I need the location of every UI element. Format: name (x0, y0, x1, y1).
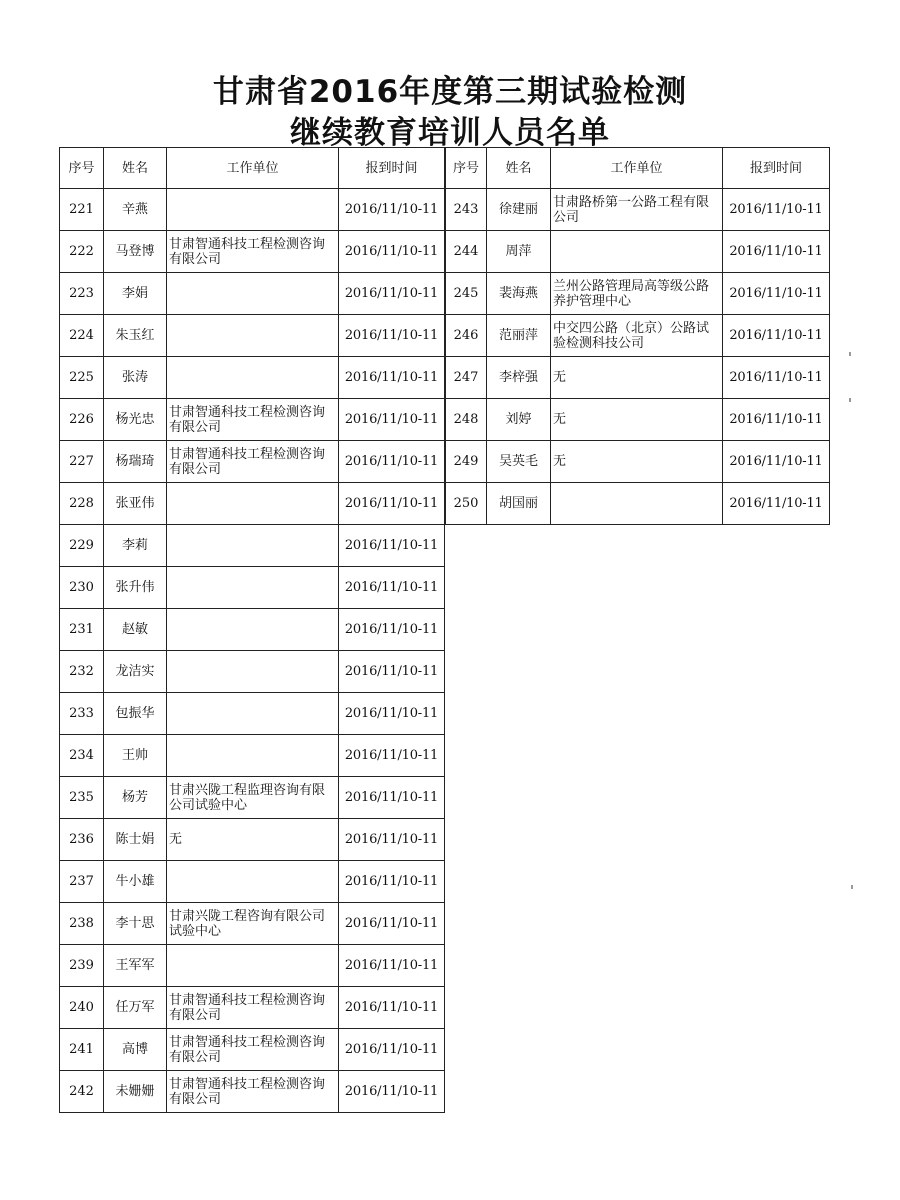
date-cell: 2016/11/10-11 (339, 567, 445, 609)
name-cell: 王帅 (104, 735, 167, 777)
table-row (446, 357, 830, 399)
seq-cell: 223 (60, 273, 104, 315)
unit-cell (167, 651, 339, 693)
header-unit: 工作单位 (167, 148, 339, 189)
table-row (60, 735, 445, 777)
name-cell: 杨芳 (104, 777, 167, 819)
table-row (446, 189, 830, 231)
header-date: 报到时间 (339, 148, 445, 189)
unit-cell: 无 (551, 357, 723, 399)
seq-cell: 242 (60, 1071, 104, 1113)
seq-cell: 225 (60, 357, 104, 399)
unit-cell (167, 735, 339, 777)
unit-cell (167, 315, 339, 357)
unit-cell (167, 861, 339, 903)
table-row (60, 567, 445, 609)
unit-cell: 甘肃兴陇工程监理咨询有限公司试验中心 (167, 777, 339, 819)
unit-cell (167, 525, 339, 567)
seq-cell: 222 (60, 231, 104, 273)
seq-cell: 240 (60, 987, 104, 1029)
unit-cell: 兰州公路管理局高等级公路养护管理中心 (551, 273, 723, 315)
date-cell: 2016/11/10-11 (339, 273, 445, 315)
name-cell: 陈士娟 (104, 819, 167, 861)
seq-cell: 232 (60, 651, 104, 693)
table-row (446, 315, 830, 357)
unit-cell: 甘肃智通科技工程检测咨询有限公司 (167, 1029, 339, 1071)
name-cell: 张亚伟 (104, 483, 167, 525)
unit-cell (167, 693, 339, 735)
header-name: 姓名 (104, 148, 167, 189)
date-cell: 2016/11/10-11 (339, 735, 445, 777)
table-header-row (60, 148, 445, 189)
unit-cell (167, 189, 339, 231)
unit-cell: 甘肃智通科技工程检测咨询有限公司 (167, 399, 339, 441)
name-cell: 裴海燕 (487, 273, 551, 315)
seq-cell: 236 (60, 819, 104, 861)
unit-cell (167, 567, 339, 609)
name-cell: 李莉 (104, 525, 167, 567)
seq-cell: 235 (60, 777, 104, 819)
seq-cell: 249 (446, 441, 487, 483)
name-cell: 任万军 (104, 987, 167, 1029)
name-cell: 吴英毛 (487, 441, 551, 483)
date-cell: 2016/11/10-11 (723, 399, 830, 441)
table-row (60, 357, 445, 399)
table-row (60, 315, 445, 357)
header-unit: 工作单位 (551, 148, 723, 189)
seq-cell: 224 (60, 315, 104, 357)
header-seq: 序号 (60, 148, 104, 189)
seq-cell: 245 (446, 273, 487, 315)
table-row (446, 399, 830, 441)
table-row (446, 483, 830, 525)
name-cell: 朱玉红 (104, 315, 167, 357)
date-cell: 2016/11/10-11 (723, 483, 830, 525)
seq-cell: 239 (60, 945, 104, 987)
name-cell: 包振华 (104, 693, 167, 735)
table-row (446, 273, 830, 315)
unit-cell (167, 945, 339, 987)
scan-speck (849, 352, 851, 356)
date-cell: 2016/11/10-11 (339, 861, 445, 903)
header-date: 报到时间 (723, 148, 830, 189)
date-cell: 2016/11/10-11 (339, 231, 445, 273)
date-cell: 2016/11/10-11 (339, 399, 445, 441)
table-row (60, 441, 445, 483)
scan-speck (849, 398, 851, 402)
name-cell: 李娟 (104, 273, 167, 315)
date-cell: 2016/11/10-11 (723, 441, 830, 483)
date-cell: 2016/11/10-11 (339, 483, 445, 525)
seq-cell: 231 (60, 609, 104, 651)
table-row (60, 1071, 445, 1113)
seq-cell: 243 (446, 189, 487, 231)
unit-cell (167, 273, 339, 315)
table-row (60, 609, 445, 651)
name-cell: 胡国丽 (487, 483, 551, 525)
date-cell: 2016/11/10-11 (339, 945, 445, 987)
table-row (60, 819, 445, 861)
date-cell: 2016/11/10-11 (339, 357, 445, 399)
unit-cell: 甘肃路桥第一公路工程有限公司 (551, 189, 723, 231)
seq-cell: 244 (446, 231, 487, 273)
date-cell: 2016/11/10-11 (339, 315, 445, 357)
table-row (60, 231, 445, 273)
table-row (60, 693, 445, 735)
roster-body-left (60, 189, 445, 1113)
name-cell: 牛小雄 (104, 861, 167, 903)
name-cell: 杨瑞琦 (104, 441, 167, 483)
date-cell: 2016/11/10-11 (723, 273, 830, 315)
header-name: 姓名 (487, 148, 551, 189)
table-row (60, 189, 445, 231)
table-row (60, 861, 445, 903)
seq-cell: 226 (60, 399, 104, 441)
header-seq: 序号 (446, 148, 487, 189)
date-cell: 2016/11/10-11 (339, 1029, 445, 1071)
roster-body-right (446, 189, 830, 525)
unit-cell: 甘肃智通科技工程检测咨询有限公司 (167, 987, 339, 1029)
unit-cell: 中交四公路（北京）公路试验检测科技公司 (551, 315, 723, 357)
date-cell: 2016/11/10-11 (339, 441, 445, 483)
date-cell: 2016/11/10-11 (339, 777, 445, 819)
table-row (60, 651, 445, 693)
name-cell: 高博 (104, 1029, 167, 1071)
name-cell: 李十思 (104, 903, 167, 945)
table-row (60, 399, 445, 441)
table-row (60, 777, 445, 819)
seq-cell: 237 (60, 861, 104, 903)
date-cell: 2016/11/10-11 (339, 525, 445, 567)
name-cell: 徐建丽 (487, 189, 551, 231)
name-cell: 周萍 (487, 231, 551, 273)
seq-cell: 229 (60, 525, 104, 567)
seq-cell: 247 (446, 357, 487, 399)
table-row (60, 1029, 445, 1071)
document-title-line-2: 继续教育培训人员名单 (290, 115, 610, 151)
name-cell: 张涛 (104, 357, 167, 399)
unit-cell: 甘肃兴陇工程咨询有限公司试验中心 (167, 903, 339, 945)
unit-cell (167, 357, 339, 399)
name-cell: 辛燕 (104, 189, 167, 231)
unit-cell: 甘肃智通科技工程检测咨询有限公司 (167, 1071, 339, 1113)
table-row (60, 483, 445, 525)
date-cell: 2016/11/10-11 (723, 231, 830, 273)
table-row (60, 987, 445, 1029)
name-cell: 王军军 (104, 945, 167, 987)
roster-table-right (445, 147, 830, 525)
table-row (446, 441, 830, 483)
unit-cell (167, 609, 339, 651)
date-cell: 2016/11/10-11 (723, 357, 830, 399)
table-header-row (446, 148, 830, 189)
unit-cell: 无 (167, 819, 339, 861)
date-cell: 2016/11/10-11 (723, 315, 830, 357)
name-cell: 杨光忠 (104, 399, 167, 441)
table-row (60, 273, 445, 315)
seq-cell: 233 (60, 693, 104, 735)
table-row (60, 525, 445, 567)
seq-cell: 246 (446, 315, 487, 357)
date-cell: 2016/11/10-11 (339, 1071, 445, 1113)
date-cell: 2016/11/10-11 (339, 819, 445, 861)
unit-cell (551, 231, 723, 273)
scan-speck (851, 885, 853, 889)
name-cell: 范丽萍 (487, 315, 551, 357)
name-cell: 赵敏 (104, 609, 167, 651)
unit-cell: 甘肃智通科技工程检测咨询有限公司 (167, 231, 339, 273)
date-cell: 2016/11/10-11 (339, 189, 445, 231)
seq-cell: 230 (60, 567, 104, 609)
unit-cell: 甘肃智通科技工程检测咨询有限公司 (167, 441, 339, 483)
name-cell: 未姗姗 (104, 1071, 167, 1113)
name-cell: 马登博 (104, 231, 167, 273)
seq-cell: 250 (446, 483, 487, 525)
table-row (60, 945, 445, 987)
seq-cell: 248 (446, 399, 487, 441)
unit-cell: 无 (551, 399, 723, 441)
seq-cell: 228 (60, 483, 104, 525)
name-cell: 刘婷 (487, 399, 551, 441)
seq-cell: 241 (60, 1029, 104, 1071)
table-row (446, 231, 830, 273)
name-cell: 李梓强 (487, 357, 551, 399)
seq-cell: 234 (60, 735, 104, 777)
name-cell: 张升伟 (104, 567, 167, 609)
roster-table-left (59, 147, 445, 1113)
date-cell: 2016/11/10-11 (339, 987, 445, 1029)
unit-cell (551, 483, 723, 525)
name-cell: 龙洁实 (104, 651, 167, 693)
date-cell: 2016/11/10-11 (339, 903, 445, 945)
unit-cell (167, 483, 339, 525)
seq-cell: 221 (60, 189, 104, 231)
table-row (60, 903, 445, 945)
date-cell: 2016/11/10-11 (339, 651, 445, 693)
date-cell: 2016/11/10-11 (723, 189, 830, 231)
date-cell: 2016/11/10-11 (339, 609, 445, 651)
seq-cell: 227 (60, 441, 104, 483)
seq-cell: 238 (60, 903, 104, 945)
date-cell: 2016/11/10-11 (339, 693, 445, 735)
unit-cell: 无 (551, 441, 723, 483)
document-title-line-1: 甘肃省2016年度第三期试验检测 (212, 74, 688, 110)
